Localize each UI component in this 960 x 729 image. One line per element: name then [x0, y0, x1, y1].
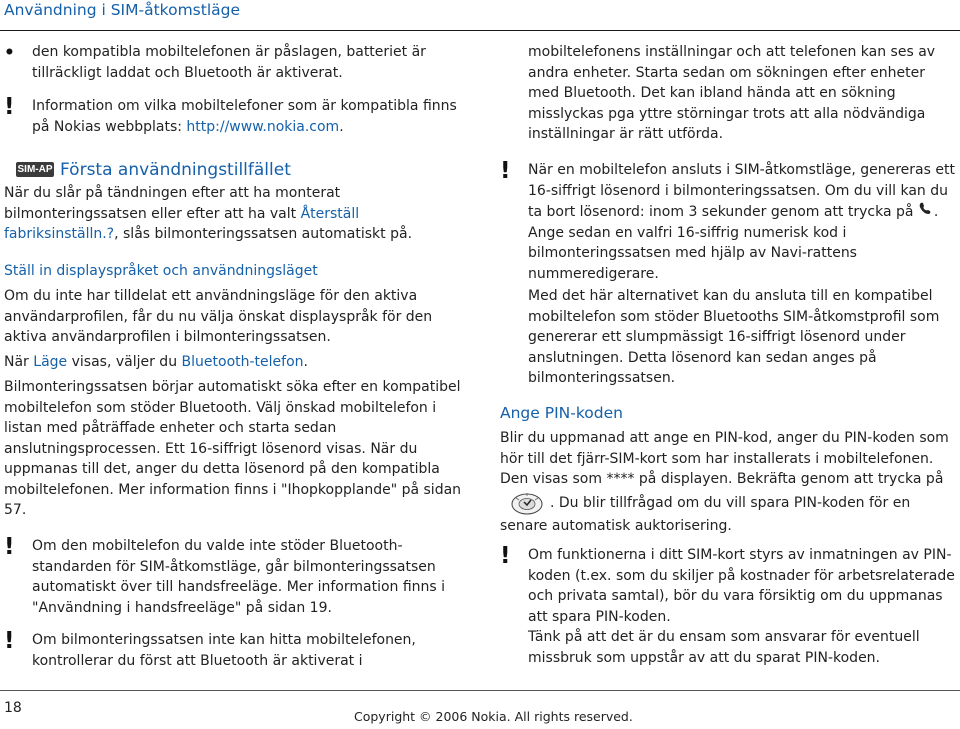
mode-paragraph: [4, 352, 466, 373]
note-icon: !: [4, 94, 15, 120]
language-text: Om du inte har tilldelat ett användningsläge för den aktiva användarprofilen, får du nu välja önskat displayspråk för den aktiva användarprofilen i bilmonteringssatsen.: [4, 288, 433, 345]
note-icon: !: [4, 534, 15, 560]
footer-rule: [0, 690, 960, 691]
page-header: [0, 0, 960, 31]
note-not-supported: [4, 536, 466, 618]
first-use-title: Första användningstillfället: [60, 160, 291, 180]
note-not-found: [4, 630, 466, 671]
search-text: Bilmonteringssatsen börjar automatiskt söka efter en kompatibel mobiltelefon som stöder Bluetooth. Välj önskad mobiltelefon i listan med påträffade enheter och starta sedan anslutningsprocessen. Ett 16-siffrigt lösenord visas. När du uppmanas till det, anger du detta lösenord på den kompatibla mobiltelefonen. Mer information finns i "Ihopkopplande" på sidan 57.: [4, 379, 462, 518]
factory-reset-link[interactable]: Återställ fabriksinställn.?: [4, 205, 360, 242]
language-paragraph: [4, 286, 466, 348]
note-compatible-text: Information om vilka mobiltelefoner som är kompatibla finns på Nokias webbplats: http://www.nokia.com.: [32, 98, 457, 135]
first-use-heading: [4, 159, 466, 183]
note-compatible-phones: [4, 96, 466, 137]
page-number: 18: [4, 700, 22, 716]
pin-paragraph: [500, 428, 956, 536]
nokia-link[interactable]: http://www.nokia.com: [186, 118, 340, 135]
sim-ap-badge-icon: SIM-AP: [17, 164, 53, 175]
note-pin-functions-text: Om funktionerna i ditt SIM-kort styrs av inmatningen av PIN-koden (t.ex. som du skiljer på kostnader för arbetsrelaterade och privata samtal), bör du vara försiktig om du uppmanas att spara PIN-koden.: [528, 547, 955, 625]
bullet-item: [4, 42, 466, 83]
mode-text: När Läge visas, väljer du Bluetooth-telefon.: [4, 354, 308, 370]
language-heading: [4, 261, 466, 282]
pin-text: Blir du uppmanad att ange en PIN-kod, anger du PIN-koden som hör till det fjärr-SIM-kort som har installerats i mobiltelefonen. Den visas som **** på displayen. Bekräfta genom att trycka på . Du blir tillfrågad om du vill spara PIN-koden för en senare automatisk auktorisering.: [500, 430, 949, 534]
note-icon: !: [500, 543, 511, 569]
first-use-paragraph: [4, 183, 466, 245]
navi-wheel-icon: [510, 490, 544, 516]
note-icon: !: [4, 628, 15, 654]
note-pin-responsibility: Tänk på att det är du ensam som ansvarar för eventuell missbruk som uppstår av att du sparat PIN-koden.: [528, 629, 920, 666]
copyright-text: Copyright © 2006 Nokia. All rights reserved.: [354, 709, 633, 724]
note-pin-functions: [500, 545, 956, 668]
bullet-mark: •: [4, 43, 15, 63]
continued-paragraph: [500, 42, 956, 145]
bluetooth-phone-link[interactable]: Bluetooth-telefon: [181, 354, 304, 370]
continued-text: mobiltelefonens inställningar och att telefonen kan ses av andra enheter. Starta sedan om sökningen efter enheter med Bluetooth. Det kan ibland hända att en sökning misslyckas pga yttre störningar trots att alla nödvändiga inställningar är rätt utförda.: [528, 44, 936, 142]
alternative-paragraph: [500, 286, 956, 389]
alternative-text: Med det här alternativet kan du ansluta till en kompatibel mobiltelefon som stöder Bluetooths SIM-åtkomstprofil som genererar ett slumpmässigt 16-siffrigt lösenord under anslutningen. Detta lösenord kan sedan anges på bilmonteringssatsen.: [528, 288, 940, 386]
mode-link[interactable]: Läge: [33, 354, 68, 370]
note-passcode-text: När en mobiltelefon ansluts i SIM-åtkomstläge, genereras ett 16-siffrigt lösenord i bilmonteringssatsen. Om du vill kan du ta bort lösenord: inom 3 sekunder genom att trycka på . Ange sedan en valfri 16-siffrig numerisk kod i bilmonteringssatsen med hjälp av Navi-rattens nummeredigerare.: [528, 162, 955, 282]
note-icon: !: [500, 158, 511, 184]
note-not-supported-text: Om den mobiltelefon du valde inte stöder Bluetooth-standarden för SIM-åtkomstläge, går bilmonteringssatsen automatiskt över till handsfreeläge. Mer information finns i "Användning i handsfreeläge" på sidan 19.: [32, 538, 446, 616]
end-call-icon: [918, 201, 934, 223]
note-passcode: [500, 160, 956, 284]
language-heading-text: Ställ in displayspråket och användningsläget: [4, 263, 318, 279]
page-header-title: Användning i SIM-åtkomstläge: [4, 1, 241, 19]
note-not-found-text: Om bilmonteringssatsen inte kan hitta mobiltelefonen, kontrollerar du först att Bluetooth är aktiverat i: [32, 632, 416, 669]
first-use-text: När du slår på tändningen efter att ha monterat bilmonteringssatsen eller efter att ha valt Återställ fabriksinställn.?, slås bilmonteringssatsen automatiskt på.: [4, 185, 413, 242]
pin-heading-text: Ange PIN-koden: [500, 404, 623, 422]
search-paragraph: [4, 377, 466, 521]
pin-heading: [500, 402, 956, 424]
bullet-text: den kompatibla mobiltelefonen är påslagen, batteriet är tillräckligt laddat och Bluetooth är aktiverat.: [32, 44, 426, 81]
